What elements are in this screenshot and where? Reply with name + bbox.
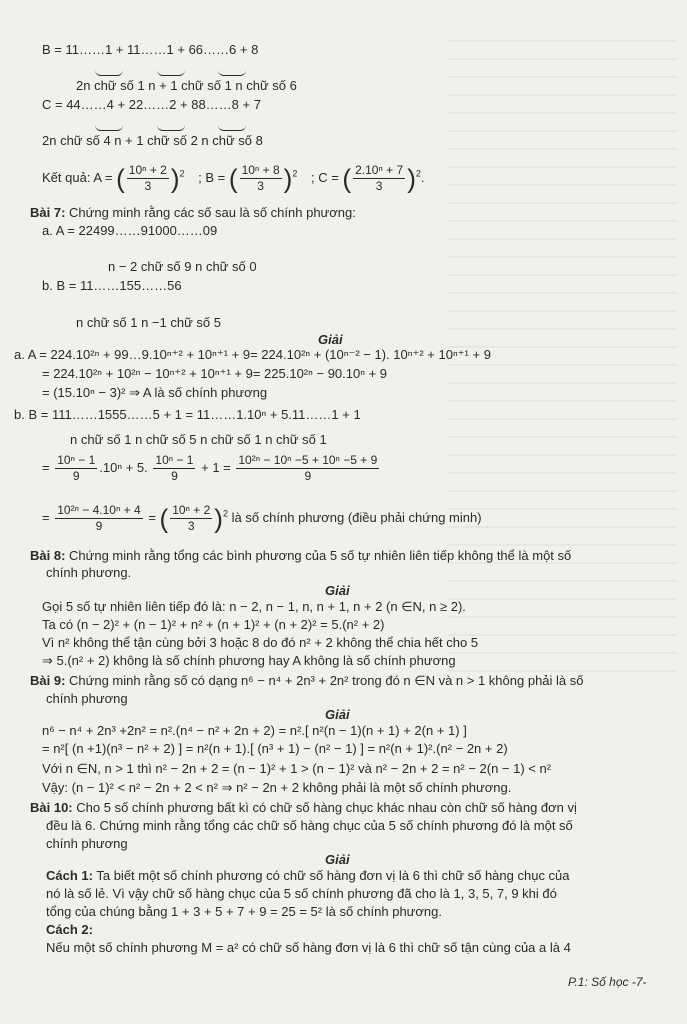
c-underbrace-row (95, 115, 246, 131)
frac-b3-1 (55, 503, 142, 534)
paren-open: ( (116, 163, 125, 194)
bai7-label: Bài 7: (30, 205, 66, 220)
paren-close: ) (170, 163, 180, 194)
numerator: 10²ⁿ − 10ⁿ −5 + 10ⁿ −5 + 9 (238, 453, 378, 468)
paren-close: ) (214, 503, 223, 534)
bai7-text: Chứng minh rằng các số sau là số chính phương: (69, 205, 356, 220)
frac-c-numerator: 2.10ⁿ + 7 (355, 163, 404, 178)
brace-mark (218, 125, 246, 131)
bai8-line4: ⇒ 5.(n² + 2) không là số chính phương hay A không là số chính phương (42, 653, 456, 668)
sol-a-line2: = 224.10²ⁿ + 10²ⁿ − 10ⁿ⁺² + 10ⁿ⁺¹ + 9= 225.10²ⁿ − 90.10ⁿ + 9 (42, 366, 388, 381)
numerator: 10ⁿ − 1 (155, 453, 194, 468)
bai8-line1: Gọi 5 số tự nhiên liên tiếp đó là: n − 2, n − 1, n, n + 1, n + 2 (n ∈N, n ≥ 2). (42, 599, 466, 614)
cach1-line2: nó là số lẻ. Vì vậy chữ số hàng chục của 5 số chính phương đã cho là 1, 3, 5, 7, 9 khi đó (46, 886, 557, 901)
cach1-line3: tổng của chúng bằng 1 + 3 + 5 + 7 + 9 = 25 = 5² là số chính phương. (46, 904, 442, 919)
ketqua-line: Kết quả: A = ( $\frac{\text{10ⁿ + 2}}{3}$ )$^2$ ; B = ( $\frac{\text{10ⁿ + 8}}{3}$ )$^2$ ; C = ( $\frac{\text{2.10ⁿ + 7}}{3}$ )$^2$. (42, 163, 425, 194)
bai9-heading (30, 673, 583, 689)
bai7-heading (30, 205, 356, 221)
bai8-text2: chính phương. (46, 565, 132, 580)
c-underbrace-labels: 2n chữ số 4 n + 1 chữ số 2 n chữ số 8 (42, 133, 263, 148)
brace-mark (218, 70, 246, 76)
c-definition: C = 44……4 + 22……2 + 88……8 + 7 (42, 97, 261, 112)
giai-heading: Giải (325, 707, 350, 722)
bai8-line3: Vì n² không thể tận cùng bởi 3 hoặc 8 do đó n² + 2 không thể chia hết cho 5 (42, 635, 479, 650)
frac-a-denominator: 3 (144, 179, 152, 194)
bai7-a: a. A = 22499……91000……09 (42, 223, 218, 238)
frac-c-denominator: 3 (375, 179, 383, 194)
paren-open: ( (342, 163, 352, 194)
cach1-text: Ta biết một số chính phương có chữ số hàng đơn vị là 6 thì chữ số hàng chục của (96, 868, 570, 883)
cach2-label: Cách 2: (46, 922, 93, 937)
bai7-b-underlabels: n chữ số 1 n −1 chữ số 5 (76, 315, 221, 330)
bai7-b: b. B = 11……155……56 (42, 278, 182, 293)
bai8-heading (30, 548, 571, 564)
denominator: 9 (72, 469, 80, 484)
cach2-line1: Nếu một số chính phương M = a² có chữ số hàng đơn vị là 6 thì chữ số tận cùng của a là 4 (46, 940, 571, 955)
giai-heading: Giải (318, 332, 343, 347)
denominator: 3 (187, 519, 195, 534)
fraction-a (127, 163, 169, 194)
frac-a-numerator: 10ⁿ + 2 (128, 163, 167, 178)
paren-close: ) (283, 163, 293, 194)
denominator: 9 (304, 469, 312, 484)
brace-mark (157, 70, 185, 76)
giai-heading: Giải (325, 852, 350, 867)
bai7-a-underlabels: n − 2 chữ số 9 n chữ số 0 (108, 259, 257, 274)
bai9-line3: Với n ∈N, n > 1 thì n² − 2n + 2 = (n − 1)² + 1 > (n − 1)² và n² − 2n + 2 = n² − 2(n − 1) < n² (42, 761, 552, 776)
sol-b-line1: b. B = 111……1555……5 + 1 = 11……1.10ⁿ + 5.11……1 + 1 (14, 407, 361, 422)
bai10-label: Bài 10: (30, 800, 73, 815)
power-two: 2 (179, 168, 185, 179)
frac-b2-3 (236, 453, 379, 484)
paren-open: ( (228, 163, 238, 194)
fraction-b (240, 163, 282, 194)
bai10-text3: chính phương (46, 836, 128, 851)
bai10-heading (30, 800, 577, 816)
power-two: 2 (415, 168, 421, 179)
giai-heading: Giải (325, 583, 350, 598)
bai9-text2: chính phương (46, 691, 128, 706)
cach1-label: Cách 1: (46, 868, 93, 883)
paren-close: ) (407, 163, 416, 194)
ketqua-label: Kết quả: A = (42, 170, 113, 185)
bai8-line2: Ta có (n − 2)² + (n − 1)² + n² + (n + 1)² + (n + 2)² = 5.(n² + 2) (42, 617, 385, 632)
frac-b-numerator: 10ⁿ + 8 (241, 163, 280, 178)
numerator: 10ⁿ + 2 (172, 503, 211, 518)
bai9-line1: n⁶ − n⁴ + 2n³ +2n² = n².(n⁴ − n² + 2n + 2) = n².[ n²(n − 1)(n + 1) + 2(n + 1) ] (42, 723, 467, 738)
bai9-text: Chứng minh rằng số có dạng n⁶ − n⁴ + 2n³ + 2n² trong đó n ∈N và n > 1 không phải là số (69, 673, 584, 688)
brace-mark (95, 125, 123, 131)
bai9-label: Bài 9: (30, 673, 66, 688)
bai8-text: Chứng minh rằng tổng các bình phương của 5 số tự nhiên liên tiếp không thể là một số (69, 548, 572, 563)
power-two: 2 (292, 168, 298, 179)
paren-open: ( (159, 503, 169, 534)
denominator: 9 (95, 519, 103, 534)
numerator: 10²ⁿ − 4.10ⁿ + 4 (57, 503, 141, 518)
cach1-line1 (46, 868, 570, 884)
bai10-text: Cho 5 số chính phương bất kì có chữ số hàng chục khác nhau còn chữ số hàng đơn vị (76, 800, 577, 815)
sol-a-line1: a. A = 224.10²ⁿ + 99…9.10ⁿ⁺² + 10ⁿ⁺¹ + 9= 224.10²ⁿ + (10ⁿ⁻² − 1). 10ⁿ⁺² + 10ⁿ⁺¹ + 9 (14, 347, 491, 362)
power-two: 2 (222, 508, 228, 519)
bai8-label: Bài 8: (30, 548, 66, 563)
frac-b2-1 (55, 453, 97, 484)
page-footer: P.1: Số học -7- (568, 975, 647, 989)
b-underbrace-row (95, 60, 246, 76)
conclusion-text: là số chính phương (điều phải chứng minh) (231, 510, 482, 525)
b-eq-label: ; B = (198, 170, 226, 185)
b-underbrace-labels: 2n chữ số 1 n + 1 chữ số 1 n chữ số 6 (76, 78, 297, 93)
numerator: 10ⁿ − 1 (57, 453, 96, 468)
sol-b-line3: = $\frac{\text{10²ⁿ − 4.10ⁿ + 4}}{9}$ = ( $\frac{\text{10ⁿ + 2}}{3}$ )$^2$ là số chính phương (điều phải chứng minh) (42, 503, 482, 534)
brace-mark (157, 125, 185, 131)
bai9-line4: Vậy: (n − 1)² < n² − 2n + 2 < n² ⇒ n² − 2n + 2 không phải là một số chính phương. (42, 780, 512, 795)
bai9-line2: = n²[ (n +1)(n³ − n² + 2) ] = n²(n + 1).[ (n³ + 1) − (n² − 1) ] = n²(n + 1)².(n² − 2n + 2) (42, 741, 508, 756)
bai10-text2: đều là 6. Chứng minh rằng tổng các chữ số hàng chục của 5 số chính phương đó là một số (46, 818, 573, 833)
sol-b-underlabels: n chữ số 1 n chữ số 5 n chữ số 1 n chữ số 1 (70, 432, 327, 447)
fraction-c (353, 163, 405, 194)
frac-b3-2 (170, 503, 212, 534)
sol-a-line3: = (15.10ⁿ − 3)² ⇒ A là số chính phương (42, 385, 268, 400)
frac-b-denominator: 3 (257, 179, 264, 194)
brace-mark (95, 70, 123, 76)
text: + 1 = (201, 460, 231, 475)
sol-b-line2: = $\frac{\text{10ⁿ − 1}}{9}$ .10ⁿ + 5. $\frac{\text{10ⁿ − 1}}{9}$ + 1 = $\frac{\text{10²ⁿ − 10ⁿ −5 + 10ⁿ −5 + 9}}{9}$ (42, 453, 378, 484)
c-eq-label: ; C = (310, 170, 339, 185)
denominator: 9 (171, 469, 178, 484)
text: .10ⁿ + 5. (99, 460, 148, 475)
b-definition: B = 11……1 + 11……1 + 66……6 + 8 (42, 42, 259, 57)
frac-b2-2 (153, 453, 195, 484)
